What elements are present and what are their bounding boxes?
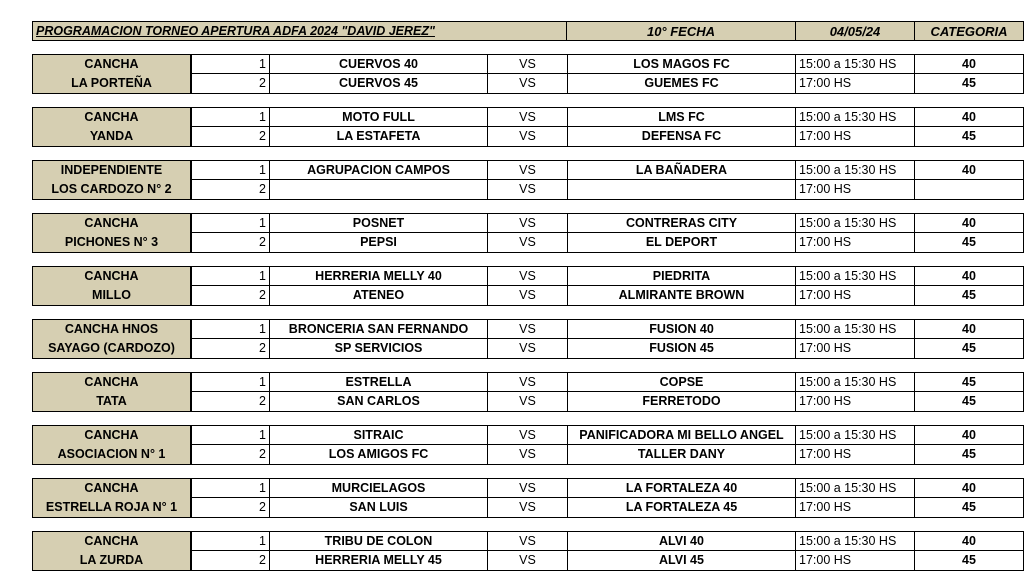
- venue-line: PICHONES N° 3: [64, 235, 159, 249]
- venue-line: CANCHA: [84, 375, 139, 389]
- venue-line: ASOCIACION N° 1: [57, 447, 166, 461]
- home-team: TRIBU DE COLON: [270, 531, 488, 551]
- category-value: 40: [915, 54, 1024, 74]
- category-value: 45: [915, 445, 1024, 465]
- venue-line: ESTRELLA ROJA N° 1: [45, 500, 178, 514]
- venue-group: [32, 425, 987, 465]
- group-spacer: [32, 41, 987, 54]
- match-number: 1: [191, 54, 270, 74]
- match-number: 2: [191, 127, 270, 147]
- match-number: 1: [191, 319, 270, 339]
- kickoff-time: 15:00 a 15:30 HS: [796, 160, 915, 180]
- home-team: MOTO FULL: [270, 107, 488, 127]
- category-value: 40: [915, 319, 1024, 339]
- kickoff-time: 15:00 a 15:30 HS: [796, 372, 915, 392]
- vs-label: VS: [488, 478, 567, 498]
- category-value: 45: [915, 286, 1024, 306]
- away-team: DEFENSA FC: [567, 127, 796, 147]
- venue-cell: [32, 213, 191, 253]
- category-value: 40: [915, 107, 1024, 127]
- home-team: SAN CARLOS: [270, 392, 488, 412]
- venue-line: MILLO: [92, 288, 131, 302]
- away-team: ALMIRANTE BROWN: [567, 286, 796, 306]
- away-team: EL DEPORT: [567, 233, 796, 253]
- away-team: LA FORTALEZA 40: [567, 478, 796, 498]
- vs-label: VS: [488, 160, 567, 180]
- match-number: 1: [191, 160, 270, 180]
- venue-group: [32, 478, 987, 518]
- venue-cell: [32, 531, 191, 571]
- category-value: 45: [915, 372, 1024, 392]
- away-team: LMS FC: [567, 107, 796, 127]
- category-value: 40: [915, 425, 1024, 445]
- venue-line: YANDA: [89, 129, 134, 143]
- kickoff-time: 15:00 a 15:30 HS: [796, 213, 915, 233]
- tournament-title: PROGRAMACION TORNEO APERTURA ADFA 2024 "DAVID JEREZ": [32, 21, 567, 41]
- kickoff-time: 15:00 a 15:30 HS: [796, 54, 915, 74]
- kickoff-time: 17:00 HS: [796, 498, 915, 518]
- vs-label: VS: [488, 266, 567, 286]
- venue-line: CANCHA: [84, 534, 139, 548]
- category-header: CATEGORIA: [914, 21, 1024, 41]
- venue-line: CANCHA HNOS: [64, 322, 159, 336]
- category-value: 45: [915, 74, 1024, 94]
- home-team: POSNET: [270, 213, 488, 233]
- away-team: PANIFICADORA MI BELLO ANGEL: [567, 425, 796, 445]
- match-number: 2: [191, 180, 270, 200]
- kickoff-time: 15:00 a 15:30 HS: [796, 478, 915, 498]
- venue-cell: [32, 107, 191, 147]
- match-number: 2: [191, 498, 270, 518]
- group-spacer: [32, 253, 987, 266]
- match-number: 1: [191, 107, 270, 127]
- away-team: COPSE: [567, 372, 796, 392]
- home-team: SITRAIC: [270, 425, 488, 445]
- away-team: LA FORTALEZA 45: [567, 498, 796, 518]
- away-team: ALVI 45: [567, 551, 796, 571]
- vs-label: VS: [488, 286, 567, 306]
- vs-label: VS: [488, 425, 567, 445]
- group-spacer: [32, 359, 987, 372]
- group-spacer: [32, 306, 987, 319]
- away-team: GUEMES FC: [567, 74, 796, 94]
- vs-label: VS: [488, 339, 567, 359]
- vs-label: VS: [488, 54, 567, 74]
- venue-line: SAYAGO (CARDOZO): [48, 341, 175, 355]
- kickoff-time: 17:00 HS: [796, 180, 915, 200]
- match-number: 1: [191, 213, 270, 233]
- kickoff-time: 17:00 HS: [796, 339, 915, 359]
- venue-line: CANCHA: [84, 428, 139, 442]
- venue-cell: [32, 372, 191, 412]
- category-value: 45: [915, 233, 1024, 253]
- vs-label: VS: [488, 127, 567, 147]
- group-spacer: [32, 518, 987, 531]
- kickoff-time: 17:00 HS: [796, 233, 915, 253]
- away-team: ALVI 40: [567, 531, 796, 551]
- away-team: LOS MAGOS FC: [567, 54, 796, 74]
- venue-group: [32, 213, 987, 253]
- vs-label: VS: [488, 551, 567, 571]
- away-team: TALLER DANY: [567, 445, 796, 465]
- venue-line: LOS CARDOZO N° 2: [51, 182, 172, 196]
- home-team: CUERVOS 40: [270, 54, 488, 74]
- kickoff-time: 15:00 a 15:30 HS: [796, 425, 915, 445]
- category-value: 40: [915, 531, 1024, 551]
- home-team: LOS AMIGOS FC: [270, 445, 488, 465]
- fixture-table: [32, 21, 1008, 571]
- group-spacer: [32, 200, 987, 213]
- category-value: 45: [915, 127, 1024, 147]
- vs-label: VS: [488, 213, 567, 233]
- home-team: HERRERIA MELLY 40: [270, 266, 488, 286]
- match-date: 04/05/24: [795, 21, 915, 41]
- home-team: HERRERIA MELLY 45: [270, 551, 488, 571]
- category-value: 40: [915, 478, 1024, 498]
- away-team: CONTRERAS CITY: [567, 213, 796, 233]
- vs-label: VS: [488, 319, 567, 339]
- away-team: LA BAÑADERA: [567, 160, 796, 180]
- away-team: FERRETODO: [567, 392, 796, 412]
- home-team: [270, 180, 488, 200]
- match-number: 2: [191, 445, 270, 465]
- match-number: 1: [191, 266, 270, 286]
- venue-group: [32, 160, 987, 200]
- match-number: 2: [191, 74, 270, 94]
- match-number: 1: [191, 425, 270, 445]
- vs-label: VS: [488, 180, 567, 200]
- match-number: 1: [191, 478, 270, 498]
- home-team: SAN LUIS: [270, 498, 488, 518]
- group-spacer: [32, 147, 987, 160]
- venue-line: CANCHA: [84, 57, 139, 71]
- venue-line: TATA: [96, 394, 127, 408]
- venue-cell: [32, 54, 191, 94]
- home-team: CUERVOS 45: [270, 74, 488, 94]
- vs-label: VS: [488, 392, 567, 412]
- round-label: 10° FECHA: [566, 21, 796, 41]
- match-number: 1: [191, 372, 270, 392]
- category-value: 45: [915, 498, 1024, 518]
- away-team: FUSION 40: [567, 319, 796, 339]
- venue-cell: [32, 319, 191, 359]
- venue-group: [32, 266, 987, 306]
- vs-label: VS: [488, 531, 567, 551]
- match-number: 2: [191, 339, 270, 359]
- category-value: 45: [915, 551, 1024, 571]
- venue-cell: [32, 478, 191, 518]
- venue-line: CANCHA: [84, 216, 139, 230]
- kickoff-time: 15:00 a 15:30 HS: [796, 531, 915, 551]
- vs-label: VS: [488, 445, 567, 465]
- home-team: AGRUPACION CAMPOS: [270, 160, 488, 180]
- kickoff-time: 15:00 a 15:30 HS: [796, 319, 915, 339]
- home-team: ATENEO: [270, 286, 488, 306]
- home-team: BRONCERIA SAN FERNANDO: [270, 319, 488, 339]
- match-number: 1: [191, 531, 270, 551]
- venue-line: LA ZURDA: [79, 553, 144, 567]
- home-team: LA ESTAFETA: [270, 127, 488, 147]
- venue-line: CANCHA: [84, 269, 139, 283]
- vs-label: VS: [488, 498, 567, 518]
- away-team: FUSION 45: [567, 339, 796, 359]
- kickoff-time: 17:00 HS: [796, 286, 915, 306]
- vs-label: VS: [488, 107, 567, 127]
- kickoff-time: 17:00 HS: [796, 74, 915, 94]
- kickoff-time: 17:00 HS: [796, 127, 915, 147]
- venue-line: CANCHA: [84, 481, 139, 495]
- venue-group: [32, 107, 987, 147]
- kickoff-time: 17:00 HS: [796, 445, 915, 465]
- venue-cell: [32, 160, 191, 200]
- away-team: [567, 180, 796, 200]
- vs-label: VS: [488, 74, 567, 94]
- group-spacer: [32, 94, 987, 107]
- match-number: 2: [191, 551, 270, 571]
- home-team: MURCIELAGOS: [270, 478, 488, 498]
- venue-line: CANCHA: [84, 110, 139, 124]
- venue-group: [32, 319, 987, 359]
- header-row: [32, 21, 1008, 41]
- venue-group: [32, 531, 987, 571]
- home-team: PEPSI: [270, 233, 488, 253]
- category-value: [915, 180, 1024, 200]
- category-value: 40: [915, 266, 1024, 286]
- kickoff-time: 17:00 HS: [796, 551, 915, 571]
- home-team: SP SERVICIOS: [270, 339, 488, 359]
- vs-label: VS: [488, 233, 567, 253]
- category-value: 45: [915, 339, 1024, 359]
- kickoff-time: 15:00 a 15:30 HS: [796, 107, 915, 127]
- match-number: 2: [191, 233, 270, 253]
- home-team: ESTRELLA: [270, 372, 488, 392]
- away-team: PIEDRITA: [567, 266, 796, 286]
- venue-cell: [32, 425, 191, 465]
- venue-group: [32, 54, 987, 94]
- category-value: 45: [915, 392, 1024, 412]
- venue-cell: [32, 266, 191, 306]
- group-spacer: [32, 465, 987, 478]
- match-number: 2: [191, 286, 270, 306]
- kickoff-time: 15:00 a 15:30 HS: [796, 266, 915, 286]
- match-number: 2: [191, 392, 270, 412]
- category-value: 40: [915, 213, 1024, 233]
- venue-line: LA PORTEÑA: [71, 76, 152, 90]
- venue-group: [32, 372, 987, 412]
- vs-label: VS: [488, 372, 567, 392]
- kickoff-time: 17:00 HS: [796, 392, 915, 412]
- category-value: 40: [915, 160, 1024, 180]
- venue-line: INDEPENDIENTE: [60, 163, 163, 177]
- group-spacer: [32, 412, 987, 425]
